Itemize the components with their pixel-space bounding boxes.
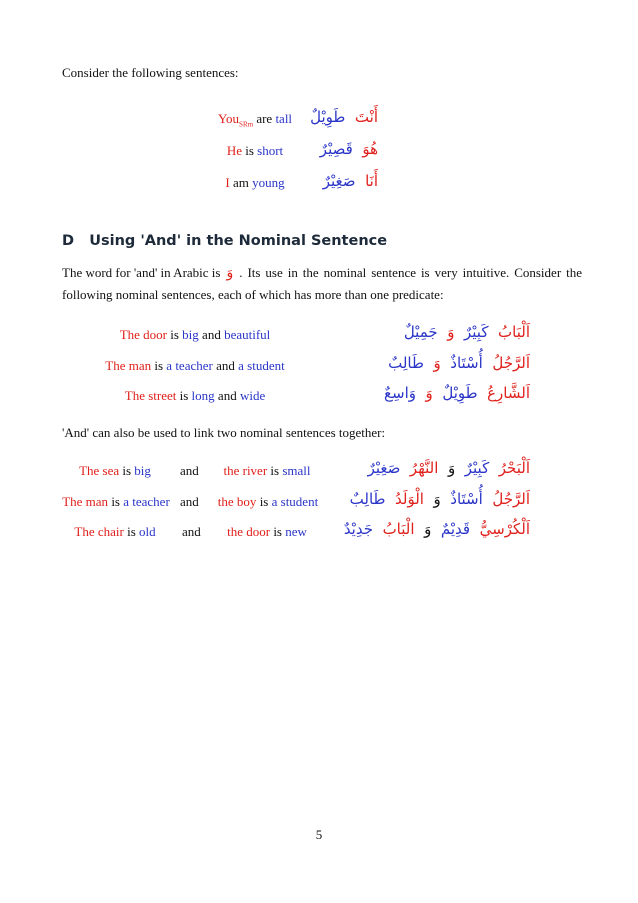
verb: is: [179, 388, 189, 403]
subscript: SRm: [239, 120, 254, 129]
multi-english-3: [60, 388, 330, 404]
arabic-predicate-2: طَالِبٌ: [349, 490, 386, 508]
arabic-and: وَ: [425, 384, 433, 402]
compound-arabic-1: [368, 459, 530, 477]
pronoun-english-3: [180, 175, 330, 191]
predicate-1: a teacher: [166, 358, 213, 373]
arabic-subject-1: اَلرَّجُلُ: [492, 490, 530, 508]
pronoun-arabic-3: [323, 172, 378, 190]
subject: The man: [62, 494, 109, 509]
predicate: short: [257, 143, 284, 158]
compound-arabic-2: [350, 490, 530, 508]
subject: the river: [223, 463, 268, 478]
verb: is: [111, 494, 120, 509]
verb: is: [122, 463, 132, 478]
pronoun-english-2: [180, 143, 330, 159]
arabic-and: وَ: [447, 323, 455, 341]
arabic-predicate-1: كَبِيْرٌ: [464, 459, 490, 477]
arabic-predicate-2: وَاسِعٌ: [384, 384, 416, 402]
arabic-subject-2: الْوَلَدُ: [395, 490, 424, 508]
verb: is: [270, 463, 280, 478]
subject: I: [225, 175, 230, 190]
and: and: [180, 463, 199, 478]
pronoun-english-1: [180, 111, 330, 129]
multi-arabic-2: [388, 354, 530, 372]
para1-text-a: The word for 'and' in Arabic is: [62, 265, 221, 280]
predicate: big: [134, 463, 151, 478]
arabic-predicate: قَصِيْرٌ: [319, 140, 353, 158]
arabic-subject-1: اَلْكُرْسِيُّ: [479, 520, 530, 538]
and: and: [217, 388, 237, 403]
arabic-subject: اَلشَّارِعُ: [487, 384, 530, 402]
predicate-2: wide: [239, 388, 266, 403]
predicate-1: long: [191, 388, 215, 403]
para1-line-2: following nominal sentences, each of which has more than one predicate:: [62, 287, 444, 302]
section-heading: [62, 233, 387, 249]
predicate: new: [285, 524, 307, 539]
verb: is: [127, 524, 136, 539]
verb: are: [256, 111, 273, 126]
intro-text: Consider the following sentences:: [62, 65, 239, 80]
multi-english-1: [60, 327, 330, 343]
arabic-wa: وَ: [226, 265, 234, 281]
subject: The door: [119, 327, 167, 342]
clause-2: [212, 463, 322, 479]
and: and: [182, 524, 201, 539]
arabic-predicate-1: كَبِيْرٌ: [464, 323, 489, 341]
compound-english-3: [60, 524, 320, 542]
predicate: tall: [275, 111, 293, 126]
and: and: [202, 327, 221, 342]
arabic-subject-2: النَّهْرُ: [409, 459, 439, 477]
predicate-2: a student: [238, 358, 285, 373]
verb: is: [259, 494, 269, 509]
section-title: Using 'And' in the Nominal Sentence: [89, 233, 388, 249]
arabic-subject: هُوَ: [362, 140, 378, 158]
subject: the boy: [217, 494, 257, 509]
compound-english-2: [60, 494, 330, 512]
clause-1: [60, 524, 170, 540]
and: and: [180, 494, 199, 509]
multi-arabic-3: [384, 384, 530, 402]
subject: The chair: [74, 524, 124, 539]
para1-text-b: . Its use in the nominal sentence is very intuitive. Consider the: [239, 265, 582, 280]
arabic-and: وَ: [433, 354, 441, 372]
arabic-subject: أَنَا: [365, 172, 378, 190]
arabic-subject: أَنْتَ: [354, 108, 378, 126]
arabic-predicate-1: طَوِيْلٌ: [442, 384, 478, 402]
arabic-predicate-2: جَدِيْدٌ: [343, 520, 374, 538]
multi-english-2: [60, 358, 330, 374]
section-letter: D: [62, 233, 75, 249]
arabic-predicate: طَوِيْلٌ: [310, 108, 346, 126]
and: and: [216, 358, 235, 373]
arabic-predicate-2: صَغِيْرٌ: [367, 459, 401, 477]
subject: the door: [227, 524, 271, 539]
clause-1: [60, 463, 170, 479]
clause-1: [60, 494, 172, 510]
subject: The street: [124, 388, 177, 403]
page-number: 5: [315, 827, 323, 842]
arabic-subject: اَلْبَابُ: [498, 323, 530, 341]
arabic-and: وَ: [447, 459, 456, 477]
arabic-and: وَ: [433, 490, 441, 508]
arabic-predicate-1: أُسْتَاذٌ: [450, 354, 483, 372]
predicate: small: [282, 463, 311, 478]
arabic-predicate-1: قَدِيْمٌ: [440, 520, 471, 538]
predicate: old: [139, 524, 156, 539]
arabic-predicate: صَغِيْرٌ: [322, 172, 356, 190]
subject: He: [226, 143, 242, 158]
verb: is: [154, 358, 164, 373]
verb: am: [232, 175, 249, 190]
clause-2: [212, 524, 322, 540]
arabic-subject-1: اَلْبَحْرُ: [498, 459, 530, 477]
subject: The man: [105, 358, 152, 373]
multi-arabic-1: [404, 323, 530, 341]
arabic-subject: اَلرَّجُلُ: [492, 354, 530, 372]
arabic-predicate-2: طَالِبٌ: [388, 354, 424, 372]
predicate: a teacher: [123, 494, 170, 509]
arabic-predicate-2: جَمِيْلٌ: [403, 323, 438, 341]
predicate-2: beautiful: [224, 327, 271, 342]
predicate-1: big: [182, 327, 199, 342]
paragraph-2: 'And' can also be used to link two nominal sentences together:: [62, 425, 386, 440]
verb: is: [273, 524, 282, 539]
subject: The sea: [79, 463, 120, 478]
compound-arabic-3: [344, 520, 530, 538]
predicate: a student: [271, 494, 319, 509]
pronoun-arabic-2: [320, 140, 378, 158]
arabic-subject-2: الْبَابُ: [382, 520, 415, 538]
arabic-predicate-1: أُسْتَاذٌ: [450, 490, 483, 508]
verb: is: [245, 143, 254, 158]
clause-2: [212, 494, 324, 510]
pronoun-arabic-1: [310, 108, 378, 126]
subject: You: [217, 111, 240, 126]
arabic-and: وَ: [424, 520, 432, 538]
paragraph-1: [62, 262, 582, 306]
predicate: young: [252, 175, 285, 190]
compound-english-1: [60, 463, 320, 481]
verb: is: [170, 327, 179, 342]
